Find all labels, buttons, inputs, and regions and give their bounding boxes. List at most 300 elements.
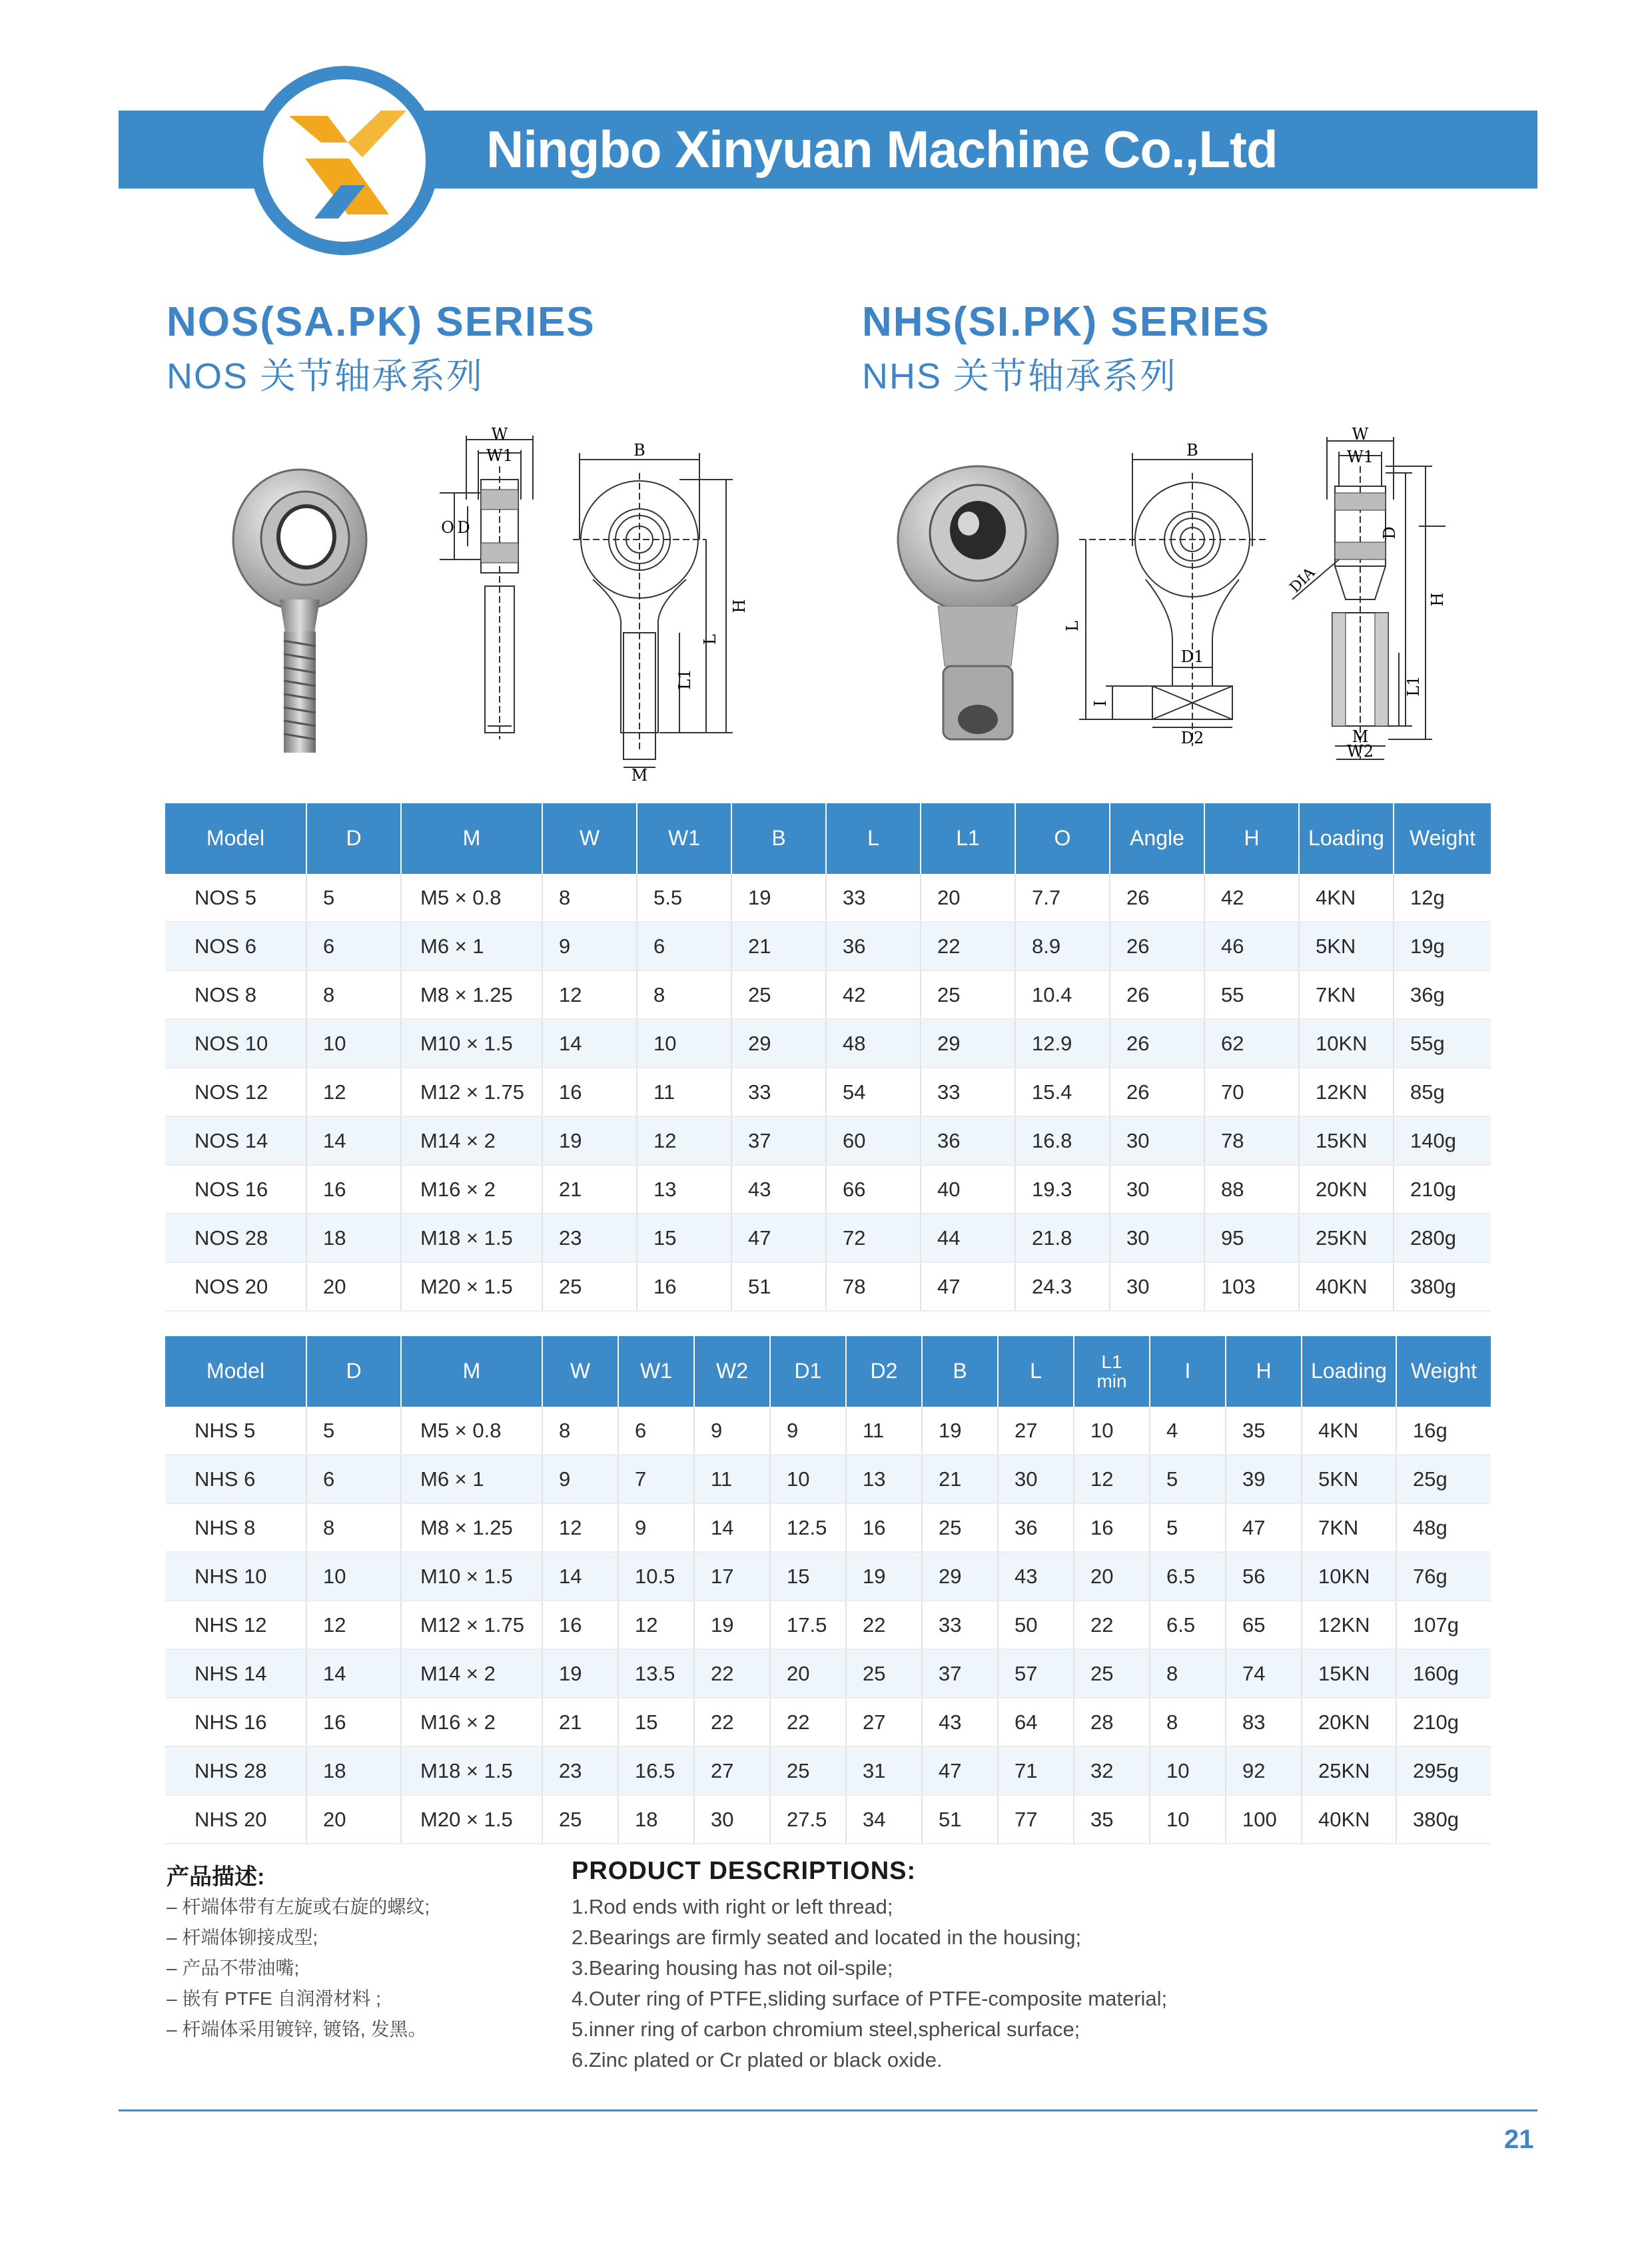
table-cell: 27 xyxy=(998,1407,1074,1455)
table-cell: 10.4 xyxy=(1015,970,1110,1019)
table-cell: 12g xyxy=(1394,874,1491,922)
table-cell: 4 xyxy=(1150,1407,1226,1455)
table-cell: 35 xyxy=(1226,1407,1302,1455)
table-row xyxy=(165,1649,1491,1698)
table-cell: 19 xyxy=(922,1407,998,1455)
table-cell: 8 xyxy=(306,1503,401,1552)
table-cell: 43 xyxy=(922,1698,998,1746)
table-cell: 42 xyxy=(1204,874,1299,922)
table-cell: 51 xyxy=(922,1795,998,1844)
table-cell: 12.9 xyxy=(1015,1019,1110,1068)
table-cell: 85g xyxy=(1394,1068,1491,1116)
table-cell: 35 xyxy=(1074,1795,1150,1844)
col-header: L xyxy=(826,803,921,874)
table-cell: 5.5 xyxy=(637,874,731,922)
table-cell: 26 xyxy=(1110,970,1204,1019)
table-cell: M8 × 1.25 xyxy=(401,970,542,1019)
table-cell: 22 xyxy=(694,1698,770,1746)
table-cell: 8 xyxy=(1150,1649,1226,1698)
col-header: W xyxy=(542,1336,618,1407)
table-cell: 14 xyxy=(694,1503,770,1552)
nhs-label-l: L xyxy=(1063,621,1082,631)
table-cell: 13 xyxy=(637,1165,731,1214)
table-cell: 18 xyxy=(306,1214,401,1262)
table-cell: 5KN xyxy=(1302,1455,1396,1503)
table-cell: 48 xyxy=(826,1019,921,1068)
table-cell: 140g xyxy=(1394,1116,1491,1165)
table-cell: 12.5 xyxy=(770,1503,846,1552)
table-cell: 20 xyxy=(921,874,1015,922)
table-cell: 25 xyxy=(542,1795,618,1844)
col-header-l1-sub: min xyxy=(1096,1371,1127,1391)
col-header: D1 xyxy=(770,1336,846,1407)
table-cell: 25 xyxy=(770,1746,846,1795)
table-cell: 54 xyxy=(826,1068,921,1116)
table-cell: 12 xyxy=(306,1601,401,1649)
table-cell: 10 xyxy=(770,1455,846,1503)
nos-label-w1: W1 xyxy=(486,446,513,465)
table-cell: 13 xyxy=(846,1455,922,1503)
col-header: D xyxy=(306,803,401,874)
table-cell: 22 xyxy=(846,1601,922,1649)
table-cell: 10 xyxy=(1150,1746,1226,1795)
table-cell: M20 × 1.5 xyxy=(401,1262,542,1311)
table-cell: 30 xyxy=(1110,1262,1204,1311)
table-cell: 5 xyxy=(1150,1503,1226,1552)
table-cell: 46 xyxy=(1204,922,1299,970)
table-cell: 10KN xyxy=(1299,1019,1394,1068)
table-cell: M5 × 0.8 xyxy=(401,874,542,922)
table-cell: 12 xyxy=(1074,1455,1150,1503)
table-cell: 210g xyxy=(1396,1698,1491,1746)
col-header: D xyxy=(306,1336,401,1407)
table-cell: 32 xyxy=(1074,1746,1150,1795)
table-cell: 31 xyxy=(846,1746,922,1795)
col-header: Angle xyxy=(1110,803,1204,874)
table-row xyxy=(165,1407,1491,1455)
model-cell: NHS 10 xyxy=(165,1552,306,1601)
table-cell: 19 xyxy=(846,1552,922,1601)
en-description-heading: PRODUCT DESCRIPTIONS: xyxy=(572,1857,917,1885)
en-description-item: 2.Bearings are firmly seated and located in the housing; xyxy=(572,1926,1082,1949)
table-cell: 26 xyxy=(1110,1019,1204,1068)
table-cell: 280g xyxy=(1394,1214,1491,1262)
table-cell: 20 xyxy=(306,1795,401,1844)
table-cell: 295g xyxy=(1396,1746,1491,1795)
model-cell: NHS 5 xyxy=(165,1407,306,1455)
table-cell: 19.3 xyxy=(1015,1165,1110,1214)
table-cell: 9 xyxy=(542,1455,618,1503)
table-cell: 24.3 xyxy=(1015,1262,1110,1311)
table-cell: 12 xyxy=(542,970,637,1019)
table-cell: 16.5 xyxy=(618,1746,694,1795)
table-cell: 12 xyxy=(542,1503,618,1552)
nhs-front-view-drawing xyxy=(1063,440,1272,753)
table-cell: 25KN xyxy=(1302,1746,1396,1795)
col-header: Weight xyxy=(1394,803,1491,874)
table-cell: 30 xyxy=(1110,1165,1204,1214)
table-cell: 16 xyxy=(846,1503,922,1552)
table-cell: 12KN xyxy=(1299,1068,1394,1116)
table-cell: 70 xyxy=(1204,1068,1299,1116)
table-cell: 103 xyxy=(1204,1262,1299,1311)
table-cell: M18 × 1.5 xyxy=(401,1214,542,1262)
table-cell: 12 xyxy=(637,1116,731,1165)
table-cell: 19g xyxy=(1394,922,1491,970)
table-cell: 27.5 xyxy=(770,1795,846,1844)
table-cell: 8 xyxy=(637,970,731,1019)
col-header: W2 xyxy=(694,1336,770,1407)
en-description-item: 1.Rod ends with right or left thread; xyxy=(572,1895,893,1918)
nos-label-d: D xyxy=(457,518,470,537)
table-cell: M20 × 1.5 xyxy=(401,1795,542,1844)
nhs-label-dia: DIA xyxy=(1286,564,1319,597)
table-row xyxy=(165,1746,1491,1795)
model-cell: NHS 14 xyxy=(165,1649,306,1698)
table-cell: 57 xyxy=(998,1649,1074,1698)
col-header: W1 xyxy=(618,1336,694,1407)
col-header: D2 xyxy=(846,1336,922,1407)
table-row xyxy=(165,1503,1491,1552)
table-cell: 7 xyxy=(618,1455,694,1503)
model-cell: NOS 28 xyxy=(165,1214,306,1262)
table-cell: 64 xyxy=(998,1698,1074,1746)
table-cell: 33 xyxy=(922,1601,998,1649)
table-cell: 65 xyxy=(1226,1601,1302,1649)
table-cell: 160g xyxy=(1396,1649,1491,1698)
cn-description-item: – 产品不带油嘴; xyxy=(167,1958,300,1978)
col-header: M xyxy=(401,803,542,874)
table-cell: 22 xyxy=(921,922,1015,970)
table-cell: 13.5 xyxy=(618,1649,694,1698)
table-cell: 16 xyxy=(306,1165,401,1214)
col-header: B xyxy=(731,803,826,874)
cn-description-list xyxy=(167,1892,430,2045)
table-cell: M12 × 1.75 xyxy=(401,1068,542,1116)
nos-label-l1: L1 xyxy=(675,669,694,690)
table-cell: 25 xyxy=(731,970,826,1019)
table-cell: 23 xyxy=(542,1746,618,1795)
table-cell: M16 × 2 xyxy=(401,1165,542,1214)
table-cell: 10 xyxy=(637,1019,731,1068)
table-cell: 18 xyxy=(306,1746,401,1795)
table-row xyxy=(165,1262,1491,1311)
table-cell: 5 xyxy=(1150,1455,1226,1503)
table-cell: 12KN xyxy=(1302,1601,1396,1649)
table-cell: 48g xyxy=(1396,1503,1491,1552)
model-cell: NHS 16 xyxy=(165,1698,306,1746)
table-cell: M14 × 2 xyxy=(401,1116,542,1165)
table-cell: 10 xyxy=(306,1019,401,1068)
table-cell: M10 × 1.5 xyxy=(401,1019,542,1068)
table-row xyxy=(165,1165,1491,1214)
col-header: L xyxy=(998,1336,1074,1407)
table-cell: 7KN xyxy=(1302,1503,1396,1552)
table-row xyxy=(165,1795,1491,1844)
table-cell: 22 xyxy=(694,1649,770,1698)
table-cell: 17.5 xyxy=(770,1601,846,1649)
table-cell: 17 xyxy=(694,1552,770,1601)
model-cell: NOS 10 xyxy=(165,1019,306,1068)
table-cell: 16 xyxy=(1074,1503,1150,1552)
model-cell: NOS 14 xyxy=(165,1116,306,1165)
table-cell: 16.8 xyxy=(1015,1116,1110,1165)
table-cell: 19 xyxy=(731,874,826,922)
table-cell: 15 xyxy=(618,1698,694,1746)
table-cell: 6 xyxy=(306,1455,401,1503)
nhs-label-w2: W2 xyxy=(1347,742,1374,761)
table-cell: 4KN xyxy=(1302,1407,1396,1455)
table-cell: 11 xyxy=(637,1068,731,1116)
table-cell: 380g xyxy=(1394,1262,1491,1311)
table-cell: 29 xyxy=(731,1019,826,1068)
table-cell: 10 xyxy=(306,1552,401,1601)
en-description-item: 6.Zinc plated or Cr plated or black oxide. xyxy=(572,2048,943,2071)
table-cell: 42 xyxy=(826,970,921,1019)
table-cell: 71 xyxy=(998,1746,1074,1795)
nos-label-l: L xyxy=(701,634,719,645)
table-cell: 19 xyxy=(542,1116,637,1165)
table-row xyxy=(165,1455,1491,1503)
nos-label-w: W xyxy=(491,425,508,444)
cn-description-item: – 杆端体采用镀锌, 镀铬, 发黑。 xyxy=(167,2019,427,2040)
table-cell: 20 xyxy=(770,1649,846,1698)
table-cell: 78 xyxy=(826,1262,921,1311)
table-cell: 11 xyxy=(694,1455,770,1503)
table-cell: 88 xyxy=(1204,1165,1299,1214)
nos-product-photo xyxy=(226,466,380,759)
nhs-side-view-drawing xyxy=(1252,426,1479,773)
nhs-label-d2: D2 xyxy=(1180,729,1204,747)
table-cell: 20 xyxy=(1074,1552,1150,1601)
nos-front-view-drawing xyxy=(573,440,773,786)
table-cell: 47 xyxy=(921,1262,1015,1311)
nhs-label-w: W xyxy=(1352,425,1369,444)
nhs-label-h: H xyxy=(1428,592,1447,607)
table-cell: M12 × 1.75 xyxy=(401,1601,542,1649)
table-cell: 37 xyxy=(731,1116,826,1165)
table-cell: 26 xyxy=(1110,1068,1204,1116)
col-header: W1 xyxy=(637,803,731,874)
model-cell: NOS 6 xyxy=(165,922,306,970)
nos-spec-table xyxy=(165,803,1491,1311)
nhs-label-d: D xyxy=(1380,526,1399,540)
table-cell: 100 xyxy=(1226,1795,1302,1844)
nhs-table-header xyxy=(165,1336,1491,1407)
table-cell: M14 × 2 xyxy=(401,1649,542,1698)
col-header: Weight xyxy=(1396,1336,1491,1407)
col-header: I xyxy=(1150,1336,1226,1407)
nhs-label-m: M xyxy=(1352,727,1369,746)
col-header: M xyxy=(401,1336,542,1407)
nos-label-b: B xyxy=(633,441,645,460)
table-cell: 55g xyxy=(1394,1019,1491,1068)
table-cell: 21.8 xyxy=(1015,1214,1110,1262)
table-cell: 25 xyxy=(542,1262,637,1311)
cn-description-item: – 嵌有 PTFE 自润滑材料 ; xyxy=(167,1988,382,2009)
en-description-item: 3.Bearing housing has not oil-spile; xyxy=(572,1956,893,1980)
company-logo xyxy=(248,64,441,257)
table-cell: 26 xyxy=(1110,922,1204,970)
table-cell: 47 xyxy=(1226,1503,1302,1552)
nos-label-o: O xyxy=(441,518,454,537)
table-cell: 29 xyxy=(921,1019,1015,1068)
table-cell: 5 xyxy=(306,874,401,922)
model-cell: NOS 5 xyxy=(165,874,306,922)
nhs-label-d1: D1 xyxy=(1180,647,1204,666)
model-cell: NHS 6 xyxy=(165,1455,306,1503)
nos-series-subtitle: NOS 关节轴承系列 xyxy=(167,356,484,396)
col-header-l1-min xyxy=(1074,1336,1150,1407)
table-cell: 56 xyxy=(1226,1552,1302,1601)
table-cell: 20KN xyxy=(1299,1165,1394,1214)
cn-description-item: – 杆端体铆接成型; xyxy=(167,1927,318,1948)
table-cell: 16 xyxy=(542,1068,637,1116)
page-number: 21 xyxy=(1504,2125,1534,2154)
table-cell: 27 xyxy=(694,1746,770,1795)
table-cell: 7.7 xyxy=(1015,874,1110,922)
table-cell: 7KN xyxy=(1299,970,1394,1019)
table-cell: 30 xyxy=(998,1455,1074,1503)
table-cell: 15KN xyxy=(1299,1116,1394,1165)
nhs-label-l1: L1 xyxy=(1404,675,1423,697)
table-cell: 20 xyxy=(306,1262,401,1311)
table-cell: 6.5 xyxy=(1150,1601,1226,1649)
nhs-label-b: B xyxy=(1186,441,1198,460)
model-cell: NOS 12 xyxy=(165,1068,306,1116)
table-cell: 40 xyxy=(921,1165,1015,1214)
table-cell: 15 xyxy=(637,1214,731,1262)
table-row xyxy=(165,1552,1491,1601)
nos-series-title: NOS(SA.PK) SERIES xyxy=(167,299,596,345)
nhs-series-title: NHS(SI.PK) SERIES xyxy=(862,299,1270,345)
table-cell: 25 xyxy=(921,970,1015,1019)
table-cell: 33 xyxy=(921,1068,1015,1116)
table-cell: 9 xyxy=(618,1503,694,1552)
table-cell: M6 × 1 xyxy=(401,922,542,970)
table-cell: 34 xyxy=(846,1795,922,1844)
table-cell: 8 xyxy=(1150,1698,1226,1746)
table-cell: 33 xyxy=(731,1068,826,1116)
table-cell: 72 xyxy=(826,1214,921,1262)
table-cell: 66 xyxy=(826,1165,921,1214)
table-cell: 210g xyxy=(1394,1165,1491,1214)
col-header: B xyxy=(922,1336,998,1407)
table-cell: 92 xyxy=(1226,1746,1302,1795)
table-cell: 77 xyxy=(998,1795,1074,1844)
table-cell: 36 xyxy=(921,1116,1015,1165)
table-cell: M5 × 0.8 xyxy=(401,1407,542,1455)
table-cell: 30 xyxy=(1110,1116,1204,1165)
table-cell: 25 xyxy=(1074,1649,1150,1698)
table-row xyxy=(165,874,1491,922)
table-row xyxy=(165,970,1491,1019)
nhs-label-i: I xyxy=(1091,700,1110,707)
table-cell: 19 xyxy=(542,1649,618,1698)
model-cell: NHS 12 xyxy=(165,1601,306,1649)
table-cell: 11 xyxy=(846,1407,922,1455)
table-cell: 25 xyxy=(846,1649,922,1698)
cn-description-item: – 杆端体带有左旋或右旋的螺纹; xyxy=(167,1896,430,1917)
table-cell: 9 xyxy=(694,1407,770,1455)
col-header: O xyxy=(1015,803,1110,874)
en-description-item: 4.Outer ring of PTFE,sliding surface of PTFE-composite material; xyxy=(572,1987,1168,2010)
table-cell: 16 xyxy=(306,1698,401,1746)
table-cell: 36 xyxy=(998,1503,1074,1552)
table-cell: 29 xyxy=(922,1552,998,1601)
col-header: Model xyxy=(165,803,306,874)
col-header-l1: L1 xyxy=(1101,1351,1122,1372)
table-cell: M10 × 1.5 xyxy=(401,1552,542,1601)
table-cell: 10.5 xyxy=(618,1552,694,1601)
table-cell: 107g xyxy=(1396,1601,1491,1649)
table-cell: 8 xyxy=(542,874,637,922)
nhs-spec-table xyxy=(165,1336,1491,1844)
en-description-item: 5.inner ring of carbon chromium steel,spherical surface; xyxy=(572,2018,1080,2041)
cn-description-heading: 产品描述: xyxy=(167,1864,265,1890)
table-cell: 19 xyxy=(694,1601,770,1649)
table-cell: 14 xyxy=(306,1649,401,1698)
table-cell: 33 xyxy=(826,874,921,922)
table-row xyxy=(165,1116,1491,1165)
table-cell: 9 xyxy=(542,922,637,970)
table-cell: M18 × 1.5 xyxy=(401,1746,542,1795)
table-cell: 74 xyxy=(1226,1649,1302,1698)
model-cell: NHS 8 xyxy=(165,1503,306,1552)
table-cell: 15KN xyxy=(1302,1649,1396,1698)
table-cell: 4KN xyxy=(1299,874,1394,922)
table-cell: 76g xyxy=(1396,1552,1491,1601)
table-cell: 47 xyxy=(922,1746,998,1795)
table-cell: 10 xyxy=(1150,1795,1226,1844)
table-cell: 16g xyxy=(1396,1407,1491,1455)
table-cell: 51 xyxy=(731,1262,826,1311)
table-cell: M16 × 2 xyxy=(401,1698,542,1746)
table-cell: 83 xyxy=(1226,1698,1302,1746)
table-cell: 14 xyxy=(542,1019,637,1068)
col-header: Loading xyxy=(1299,803,1394,874)
table-cell: 25 xyxy=(922,1503,998,1552)
table-cell: 8 xyxy=(306,970,401,1019)
table-cell: 28 xyxy=(1074,1698,1150,1746)
table-cell: 12 xyxy=(306,1068,401,1116)
model-cell: NOS 8 xyxy=(165,970,306,1019)
col-header: L1 xyxy=(921,803,1015,874)
table-cell: 22 xyxy=(1074,1601,1150,1649)
table-cell: 55 xyxy=(1204,970,1299,1019)
nhs-label-w1: W1 xyxy=(1347,448,1374,466)
table-cell: 14 xyxy=(306,1116,401,1165)
table-cell: 36 xyxy=(826,922,921,970)
table-row xyxy=(165,1214,1491,1262)
table-cell: 18 xyxy=(618,1795,694,1844)
table-cell: 25KN xyxy=(1299,1214,1394,1262)
table-cell: 95 xyxy=(1204,1214,1299,1262)
table-cell: 37 xyxy=(922,1649,998,1698)
table-cell: 8.9 xyxy=(1015,922,1110,970)
table-cell: 43 xyxy=(731,1165,826,1214)
table-cell: 6 xyxy=(306,922,401,970)
table-cell: 380g xyxy=(1396,1795,1491,1844)
table-cell: 23 xyxy=(542,1214,637,1262)
model-cell: NHS 28 xyxy=(165,1746,306,1795)
table-cell: 12 xyxy=(618,1601,694,1649)
nhs-series-subtitle: NHS 关节轴承系列 xyxy=(862,356,1178,396)
table-cell: 6 xyxy=(637,922,731,970)
table-cell: 36g xyxy=(1394,970,1491,1019)
table-cell: 50 xyxy=(998,1601,1074,1649)
table-cell: 9 xyxy=(770,1407,846,1455)
